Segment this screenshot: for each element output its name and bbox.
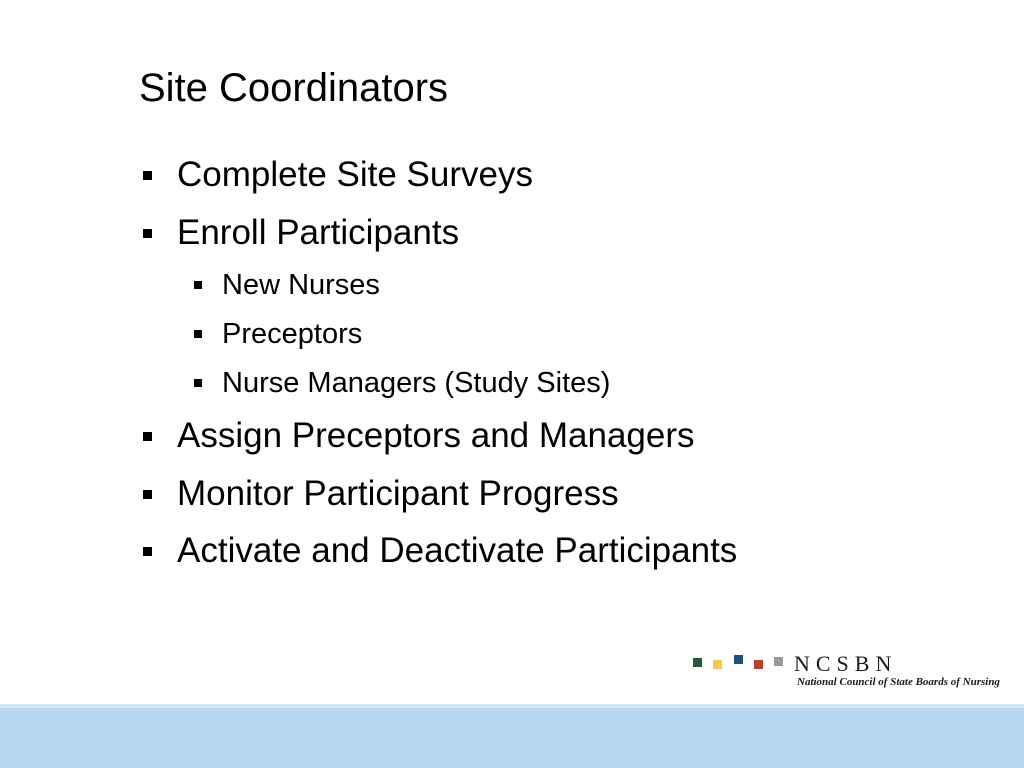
logo-tagline: National Council of State Boards of Nursing: [797, 676, 1000, 688]
bullet-text: Activate and Deactivate Participants: [177, 531, 738, 570]
square-bullet-icon: [194, 330, 202, 338]
bullet-item: [177, 473, 619, 515]
square-bullet-icon: [194, 379, 202, 387]
bullet-text: Complete Site Surveys: [177, 155, 533, 194]
sub-bullet-text: New Nurses: [222, 269, 380, 301]
bullet-text: Assign Preceptors and Managers: [177, 416, 695, 455]
footer-band: [0, 704, 1024, 768]
slide-title: Site Coordinators: [139, 66, 449, 110]
square-bullet-icon: [194, 281, 202, 289]
logo-wordmark: NCSBN: [794, 651, 898, 676]
sub-bullet-text: Preceptors: [222, 318, 363, 350]
square-bullet-icon: [143, 229, 152, 238]
logo-square-icon: [754, 660, 763, 669]
bullet-text: Enroll Participants: [177, 213, 460, 252]
logo-square-icon: [693, 658, 702, 667]
square-bullet-icon: [143, 490, 152, 499]
bullet-text: Monitor Participant Progress: [177, 474, 619, 513]
square-bullet-icon: [143, 547, 152, 556]
bullet-item: [177, 154, 533, 196]
logo-square-icon: [774, 657, 783, 666]
bullet-item: [177, 530, 737, 572]
sub-bullet-item: [222, 267, 380, 303]
footer-band-highlight: [0, 704, 1024, 708]
logo-square-icon: [713, 660, 722, 669]
sub-bullet-text: Nurse Managers (Study Sites): [222, 367, 611, 399]
ncsbn-logo: [693, 650, 1000, 695]
square-bullet-icon: [143, 432, 152, 441]
bullet-item: [177, 415, 695, 457]
square-bullet-icon: [143, 171, 152, 180]
logo-square-icon: [734, 655, 743, 664]
sub-bullet-item: [222, 365, 610, 401]
bullet-item: [177, 212, 459, 254]
sub-bullet-item: [222, 316, 362, 352]
